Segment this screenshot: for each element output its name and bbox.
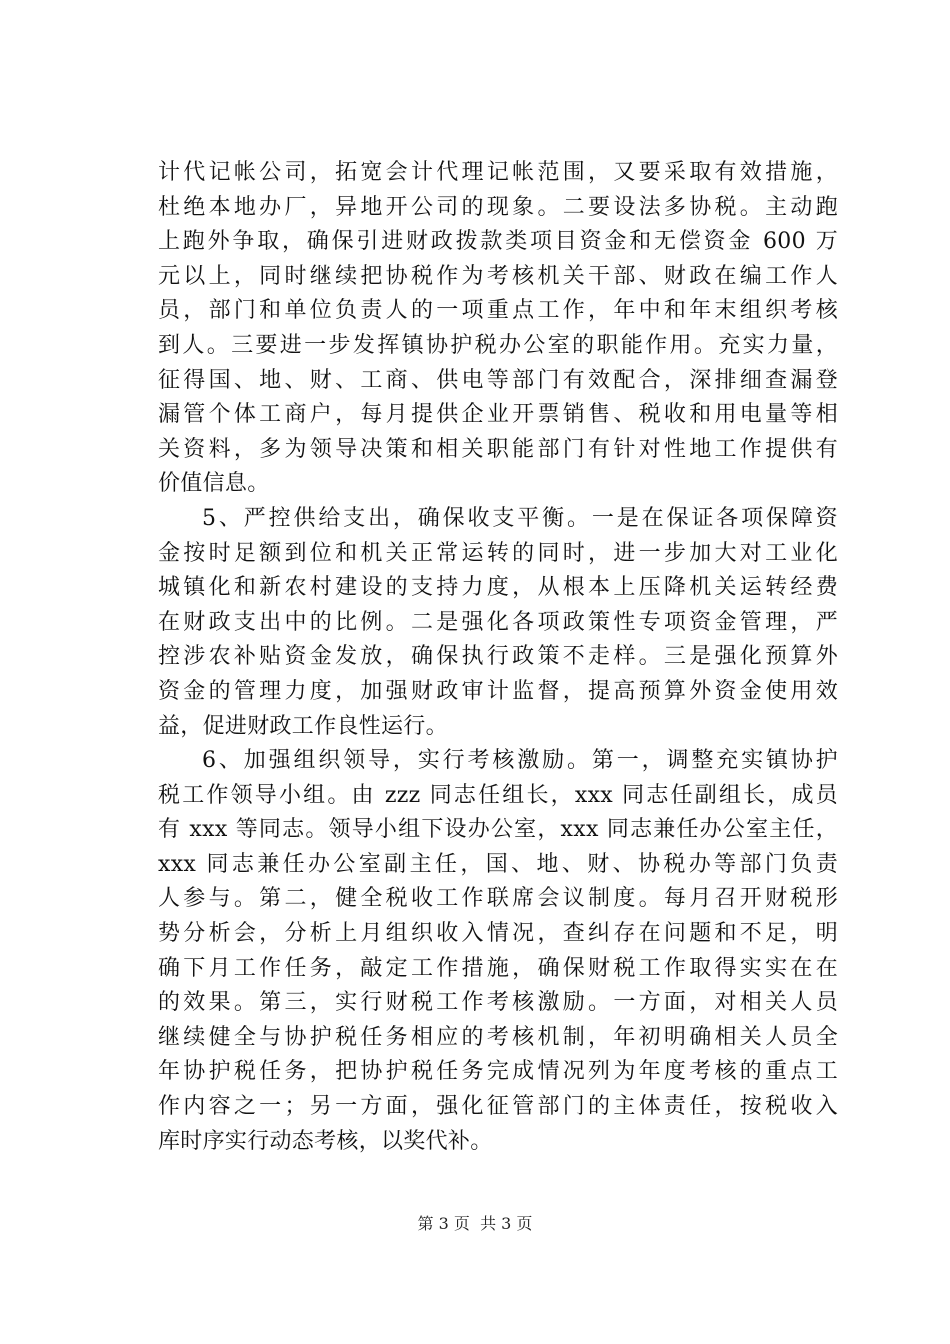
text-line: 关资料，多为领导决策和相关职能部门有针对性地工作提供有 [158,436,838,462]
text-line: 征得国、地、财、工商、供电等部门有效配合，深排细查漏登 [158,367,838,393]
text-line: 杜绝本地办厂，异地开公司的现象。二要设法多协税。主动跑 [158,194,838,220]
text-line: 势分析会，分析上月组织收入情况，查纠存在问题和不足，明 [158,921,838,947]
text-line: 计代记帐公司，拓宽会计代理记帐范围，又要采取有效措施， [158,160,838,185]
text-line: 金按时足额到位和机关正常运转的同时，进一步加大对工业化 [158,540,838,566]
text-line: 继续健全与协护税任务相应的考核机制，年初明确相关人员全 [158,1024,838,1050]
text-line: 资金的管理力度，加强财政审计监督，提高预算外资金使用效 [158,678,838,704]
text-line: 作内容之一；另一方面，强化征管部门的主体责任，按税收入 [158,1094,838,1120]
text-line: 在财政支出中的比例。二是强化各项政策性专项资金管理，严 [158,609,838,635]
text-line: 有 xxx 等同志。领导小组下设办公室，xxx 同志兼任办公室主任， [158,817,838,843]
document-body [158,156,838,1159]
text-line: 城镇化和新农村建设的支持力度，从根本上压降机关运转经费 [158,575,838,601]
text-line: 漏管个体工商户，每月提供企业开票销售、税收和用电量等相 [158,402,838,428]
text-line: 人参与。第二，健全税收工作联席会议制度。每月召开财税形 [158,886,838,912]
text-line: 上跑外争取，确保引进财政拨款类项目资金和无偿资金 600 万 [158,229,838,255]
text-line: 税工作领导小组。由 zzz 同志任组长，xxx 同志任副组长，成员 [158,782,838,808]
text-line: 价值信息。 [158,471,270,497]
page-number-footer: 第 3 页 共 3 页 [417,1214,533,1233]
paragraph-5-heading-line: 5、严控供给支出，确保收支平衡。一是在保证各项保障资 [202,505,838,531]
text-line: 元以上，同时继续把协税作为考核机关干部、财政在编工作人 [158,263,838,289]
text-line: xxx 同志兼任办公室副主任，国、地、财、协税办等部门负责 [158,851,838,877]
text-line: 确下月工作任务，敲定工作措施，确保财税工作取得实实在在 [158,955,838,981]
text-line: 库时序实行动态考核，以奖代补。 [158,1128,493,1154]
text-line: 到人。三要进一步发挥镇协护税办公室的职能作用。充实力量， [158,332,838,358]
text-line: 的效果。第三，实行财税工作考核激励。一方面，对相关人员 [158,990,838,1016]
text-line: 员，部门和单位负责人的一项重点工作，年中和年末组织考核 [158,298,838,324]
text-line: 控涉农补贴资金发放，确保执行政策不走样。三是强化预算外 [158,644,838,670]
text-line: 益，促进财政工作良性运行。 [158,713,448,739]
text-line: 年协护税任务，把协护税任务完成情况列为年度考核的重点工 [158,1059,838,1085]
paragraph-6-heading-line: 6、加强组织领导，实行考核激励。第一，调整充实镇协护 [202,748,838,774]
